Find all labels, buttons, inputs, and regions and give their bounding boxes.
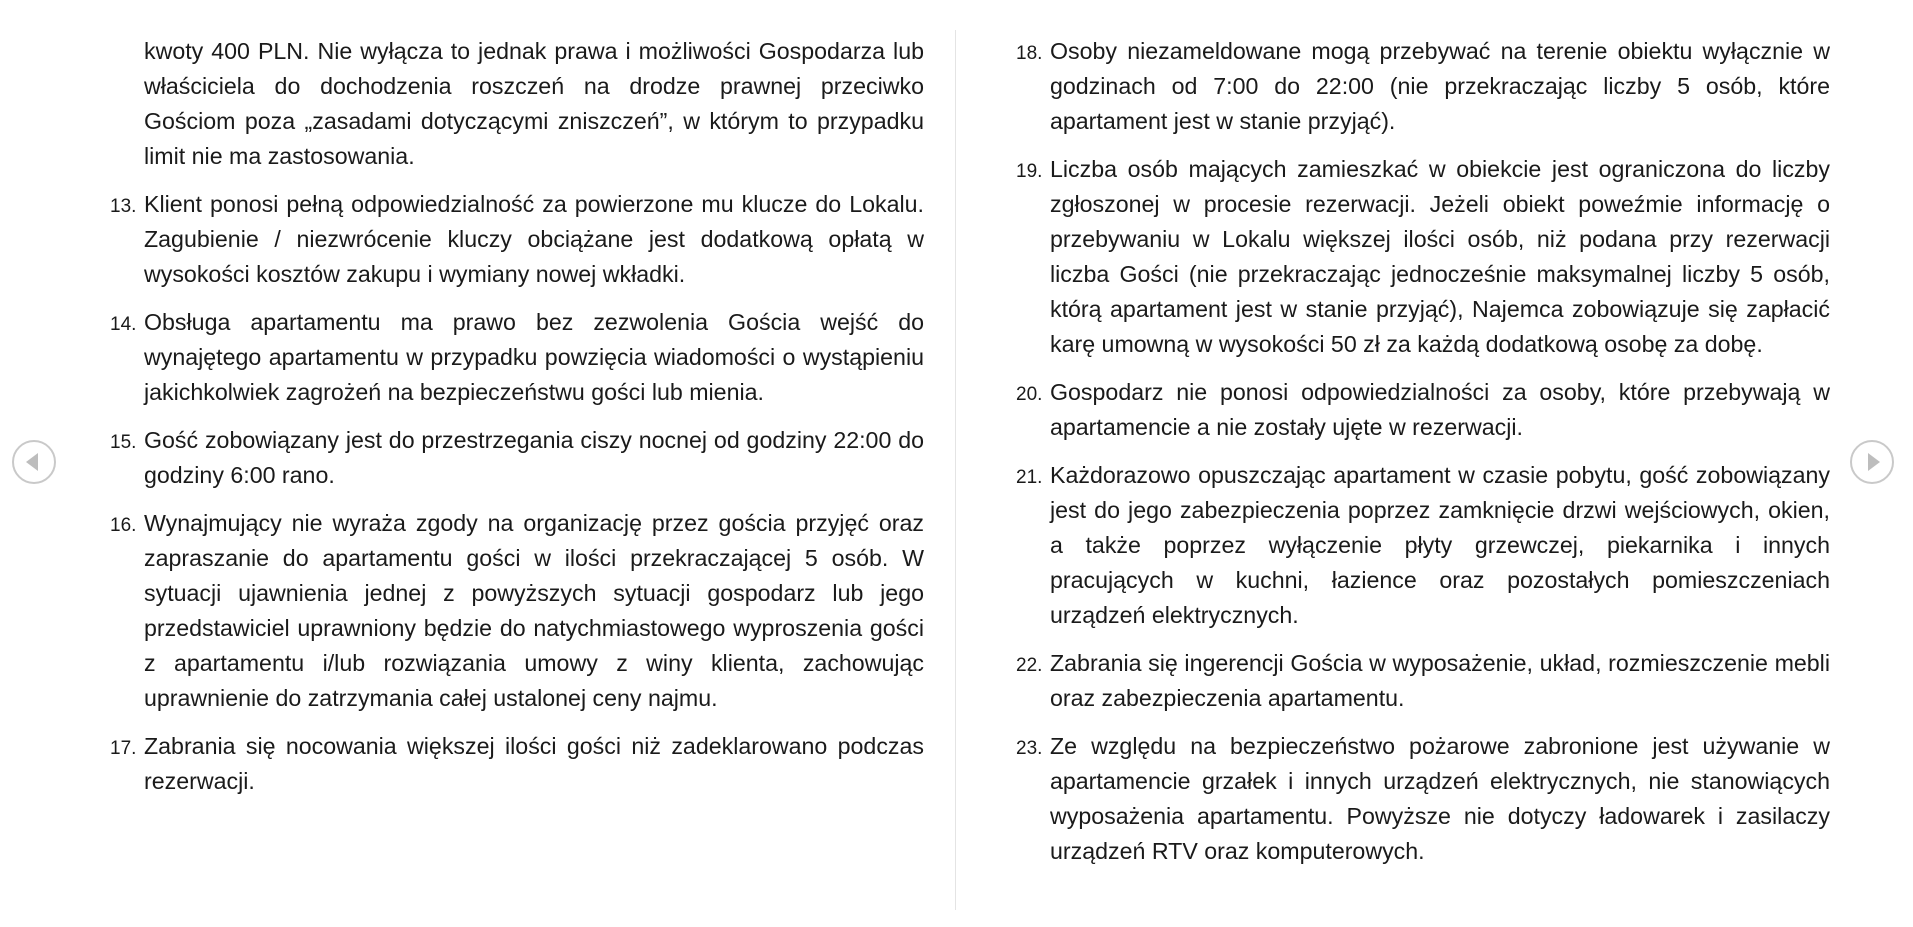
- next-page-button[interactable]: [1850, 440, 1894, 484]
- item-text: Gość zobowiązany jest do przestrzegania ciszy nocnej od godziny 22:00 do godziny 6:00 rano.: [144, 427, 924, 488]
- item-text: Osoby niezameldowane mogą przebywać na terenie obiektu wyłącznie w godzinach od 7:00 do 22:00 (nie przekraczając liczby 5 osób, które apartament jest w stanie przyjąć).: [1050, 38, 1830, 134]
- right-page: [1016, 34, 1830, 882]
- list-item: [110, 305, 924, 410]
- item-text: Zabrania się nocowania większej ilości gości niż zadeklarowano podczas rezerwacji.: [144, 733, 924, 794]
- chevron-left-icon: [14, 442, 54, 482]
- item-number: 17.: [110, 738, 137, 759]
- list-item: [1016, 729, 1830, 869]
- list-item: [110, 423, 924, 493]
- item-text: Wynajmujący nie wyraża zgody na organizację przez gościa przyjęć oraz zapraszanie do apartamentu gości w ilości przekraczającej 5 osób. W sytuacji ujawnienia jednej z powyższych sytuacji gospodarz lub jego przedstawiciel uprawniony będzie do natychmiastowego wyproszenia gości z apartamentu i/lub rozwiązania umowy z winy klienta, zachowując uprawnienie do zatrzymania całej ustalonej ceny najmu.: [144, 510, 924, 711]
- list-item: [1016, 152, 1830, 362]
- list-item: [1016, 375, 1830, 445]
- item-text: Obsługa apartamentu ma prawo bez zezwolenia Gościa wejść do wynajętego apartamentu w przypadku powzięcia wiadomości o wystąpieniu jakichkolwiek zagrożeń na bezpieczeństwu gości lub mienia.: [144, 309, 924, 405]
- chevron-right-icon: [1852, 442, 1892, 482]
- page-divider: [955, 30, 956, 910]
- item-number: 21.: [1016, 467, 1043, 488]
- list-item: [1016, 646, 1830, 716]
- item-text: Liczba osób mających zamieszkać w obiekcie jest ograniczona do liczby zgłoszonej w procesie rezerwacji. Jeżeli obiekt poweźmie informację o przebywaniu w Lokalu większej ilości osób, niż podana przy rezerwacji liczba Gości (nie przekraczając jednocześnie maksymalnej liczby 5 osób, którą apartament jest w stanie przyjąć), Najemca zobowiązuje się zapłacić karę umowną w wysokości 50 zł za każdą dodatkową osobę za dobę.: [1050, 156, 1830, 357]
- list-item: [110, 729, 924, 799]
- left-page: [110, 34, 924, 812]
- item-number: 16.: [110, 515, 137, 536]
- item-number: 18.: [1016, 43, 1043, 64]
- continuation-paragraph: kwoty 400 PLN. Nie wyłącza to jednak prawa i możliwości Gospodarza lub właściciela do dochodzenia roszczeń na drodze prawnej przeciwko Gościom poza „zasadami dotyczącymi zniszczeń”, w którym to przypadku limit nie ma zastosowania.: [144, 38, 924, 169]
- item-number: 14.: [110, 314, 137, 335]
- previous-page-button[interactable]: [12, 440, 56, 484]
- item-number: 20.: [1016, 384, 1043, 405]
- list-item: [110, 506, 924, 716]
- list-item: [1016, 458, 1830, 633]
- item-text: Zabrania się ingerencji Gościa w wyposażenie, układ, rozmieszczenie mebli oraz zabezpieczenia apartamentu.: [1050, 650, 1830, 711]
- item-number: 22.: [1016, 655, 1043, 676]
- item-number: 19.: [1016, 161, 1043, 182]
- list-item: [1016, 34, 1830, 139]
- list-item: [110, 187, 924, 292]
- item-number: 23.: [1016, 738, 1043, 759]
- item-text: Klient ponosi pełną odpowiedzialność za powierzone mu klucze do Lokalu. Zagubienie / niezwrócenie kluczy obciążane jest dodatkową opłatą w wysokości kosztów zakupu i wymiany nowej wkładki.: [144, 191, 924, 287]
- item-number: 13.: [110, 196, 137, 217]
- item-text: Ze względu na bezpieczeństwo pożarowe zabronione jest używanie w apartamencie grzałek i innych urządzeń elektrycznych, nie stanowiących wyposażenia apartamentu. Powyższe nie dotyczy ładowarek i zasilaczy urządzeń RTV oraz komputerowych.: [1050, 733, 1830, 864]
- item-text: Gospodarz nie ponosi odpowiedzialności za osoby, które przebywają w apartamencie a nie zostały ujęte w rezerwacji.: [1050, 379, 1830, 440]
- item-text: Każdorazowo opuszczając apartament w czasie pobytu, gość zobowiązany jest do jego zabezpieczenia poprzez zamknięcie drzwi wejściowych, okien, a także poprzez wyłączenie płyty grzewczej, piekarnika i innych pracujących w kuchni, łazience oraz pozostałych pomieszczeniach urządzeń elektrycznych.: [1050, 462, 1830, 628]
- item-number: 15.: [110, 432, 137, 453]
